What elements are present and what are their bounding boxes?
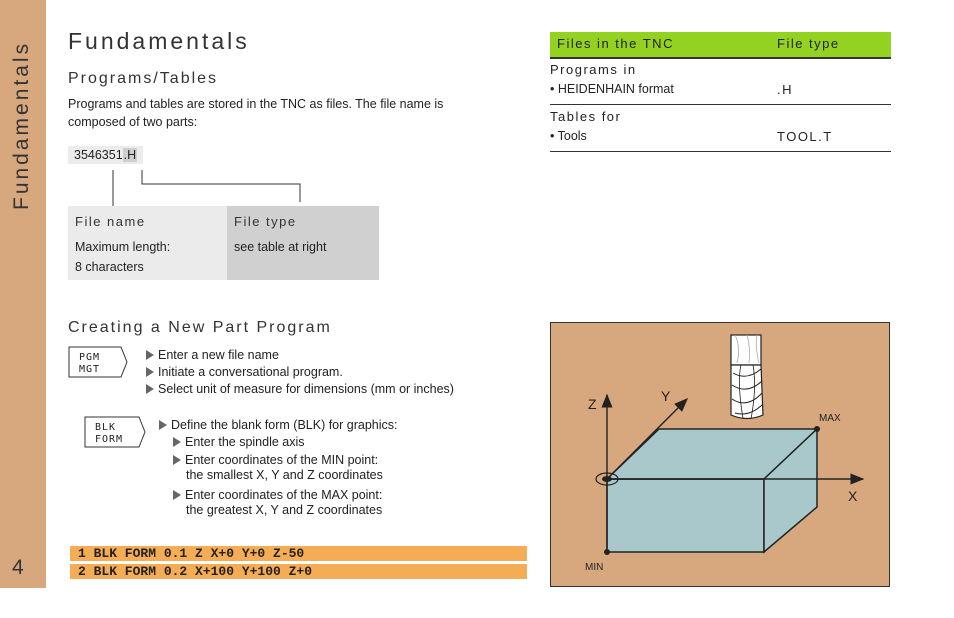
min-point bbox=[604, 549, 610, 555]
arrow-icon bbox=[146, 384, 154, 394]
table-row: Tables for • Tools TOOL.T bbox=[550, 106, 891, 152]
file-name-box: File name Maximum length: 8 characters bbox=[68, 206, 227, 280]
arrow-icon bbox=[173, 437, 181, 447]
section-title-new-program: Creating a New Part Program bbox=[68, 319, 332, 336]
z-label: Z bbox=[588, 396, 597, 412]
svg-text:MGT: MGT bbox=[79, 364, 101, 375]
arrow-icon bbox=[159, 420, 167, 430]
intro-text: Programs and tables are stored in the TNC as files. The file name is composed of two parts: bbox=[68, 97, 444, 129]
arrow-icon bbox=[173, 455, 181, 465]
svg-text:FORM: FORM bbox=[95, 434, 124, 445]
files-table-header: Files in the TNC File type bbox=[550, 32, 891, 59]
svg-text:BLK: BLK bbox=[95, 422, 117, 433]
arrow-icon bbox=[146, 350, 154, 360]
max-point bbox=[814, 426, 820, 432]
code-line: 1 BLK FORM 0.1 Z X+0 Y+0 Z-50 bbox=[70, 546, 527, 561]
file-type-box: File type see table at right bbox=[227, 206, 379, 280]
pgm-mgt-key[interactable] bbox=[69, 347, 129, 384]
section-title-programs-tables: Programs/Tables bbox=[68, 70, 219, 87]
arrow-icon bbox=[146, 367, 154, 377]
max-label: MAX bbox=[819, 413, 841, 424]
blk-form-key[interactable] bbox=[85, 417, 149, 454]
example-filename: 3546351.H bbox=[68, 146, 143, 164]
diagram-svg bbox=[551, 323, 891, 588]
filename-brackets bbox=[60, 164, 320, 209]
min-label: MIN bbox=[585, 562, 604, 573]
page-title: Fundamentals bbox=[68, 28, 250, 54]
table-row: Programs in • HEIDENHAIN format .H bbox=[550, 60, 891, 105]
y-label: Y bbox=[661, 388, 671, 404]
x-label: X bbox=[848, 488, 858, 504]
blank-form-diagram bbox=[550, 322, 890, 587]
end-mill-icon bbox=[731, 335, 763, 419]
blk-form-step: Define the blank form (BLK) for graphics: bbox=[159, 418, 398, 433]
sidebar-title: Fundamentals bbox=[10, 40, 33, 210]
svg-text:PGM: PGM bbox=[79, 352, 101, 363]
block-front-face bbox=[607, 479, 764, 552]
blk-form-substeps: Enter the spindle axis Enter coordinates of the MIN point: the smallest X, Y and Z coordinates Enter coordinates of the MAX point: the greatest X, Y and Z coordinates bbox=[173, 435, 383, 518]
pgm-mgt-steps: Enter a new file name Initiate a conversational program. Select unit of measure for dimensions (mm or inches) bbox=[146, 348, 454, 397]
arrow-icon bbox=[173, 490, 181, 500]
page-number: 4 bbox=[12, 556, 24, 579]
code-line: 2 BLK FORM 0.2 X+100 Y+100 Z+0 bbox=[70, 564, 527, 579]
